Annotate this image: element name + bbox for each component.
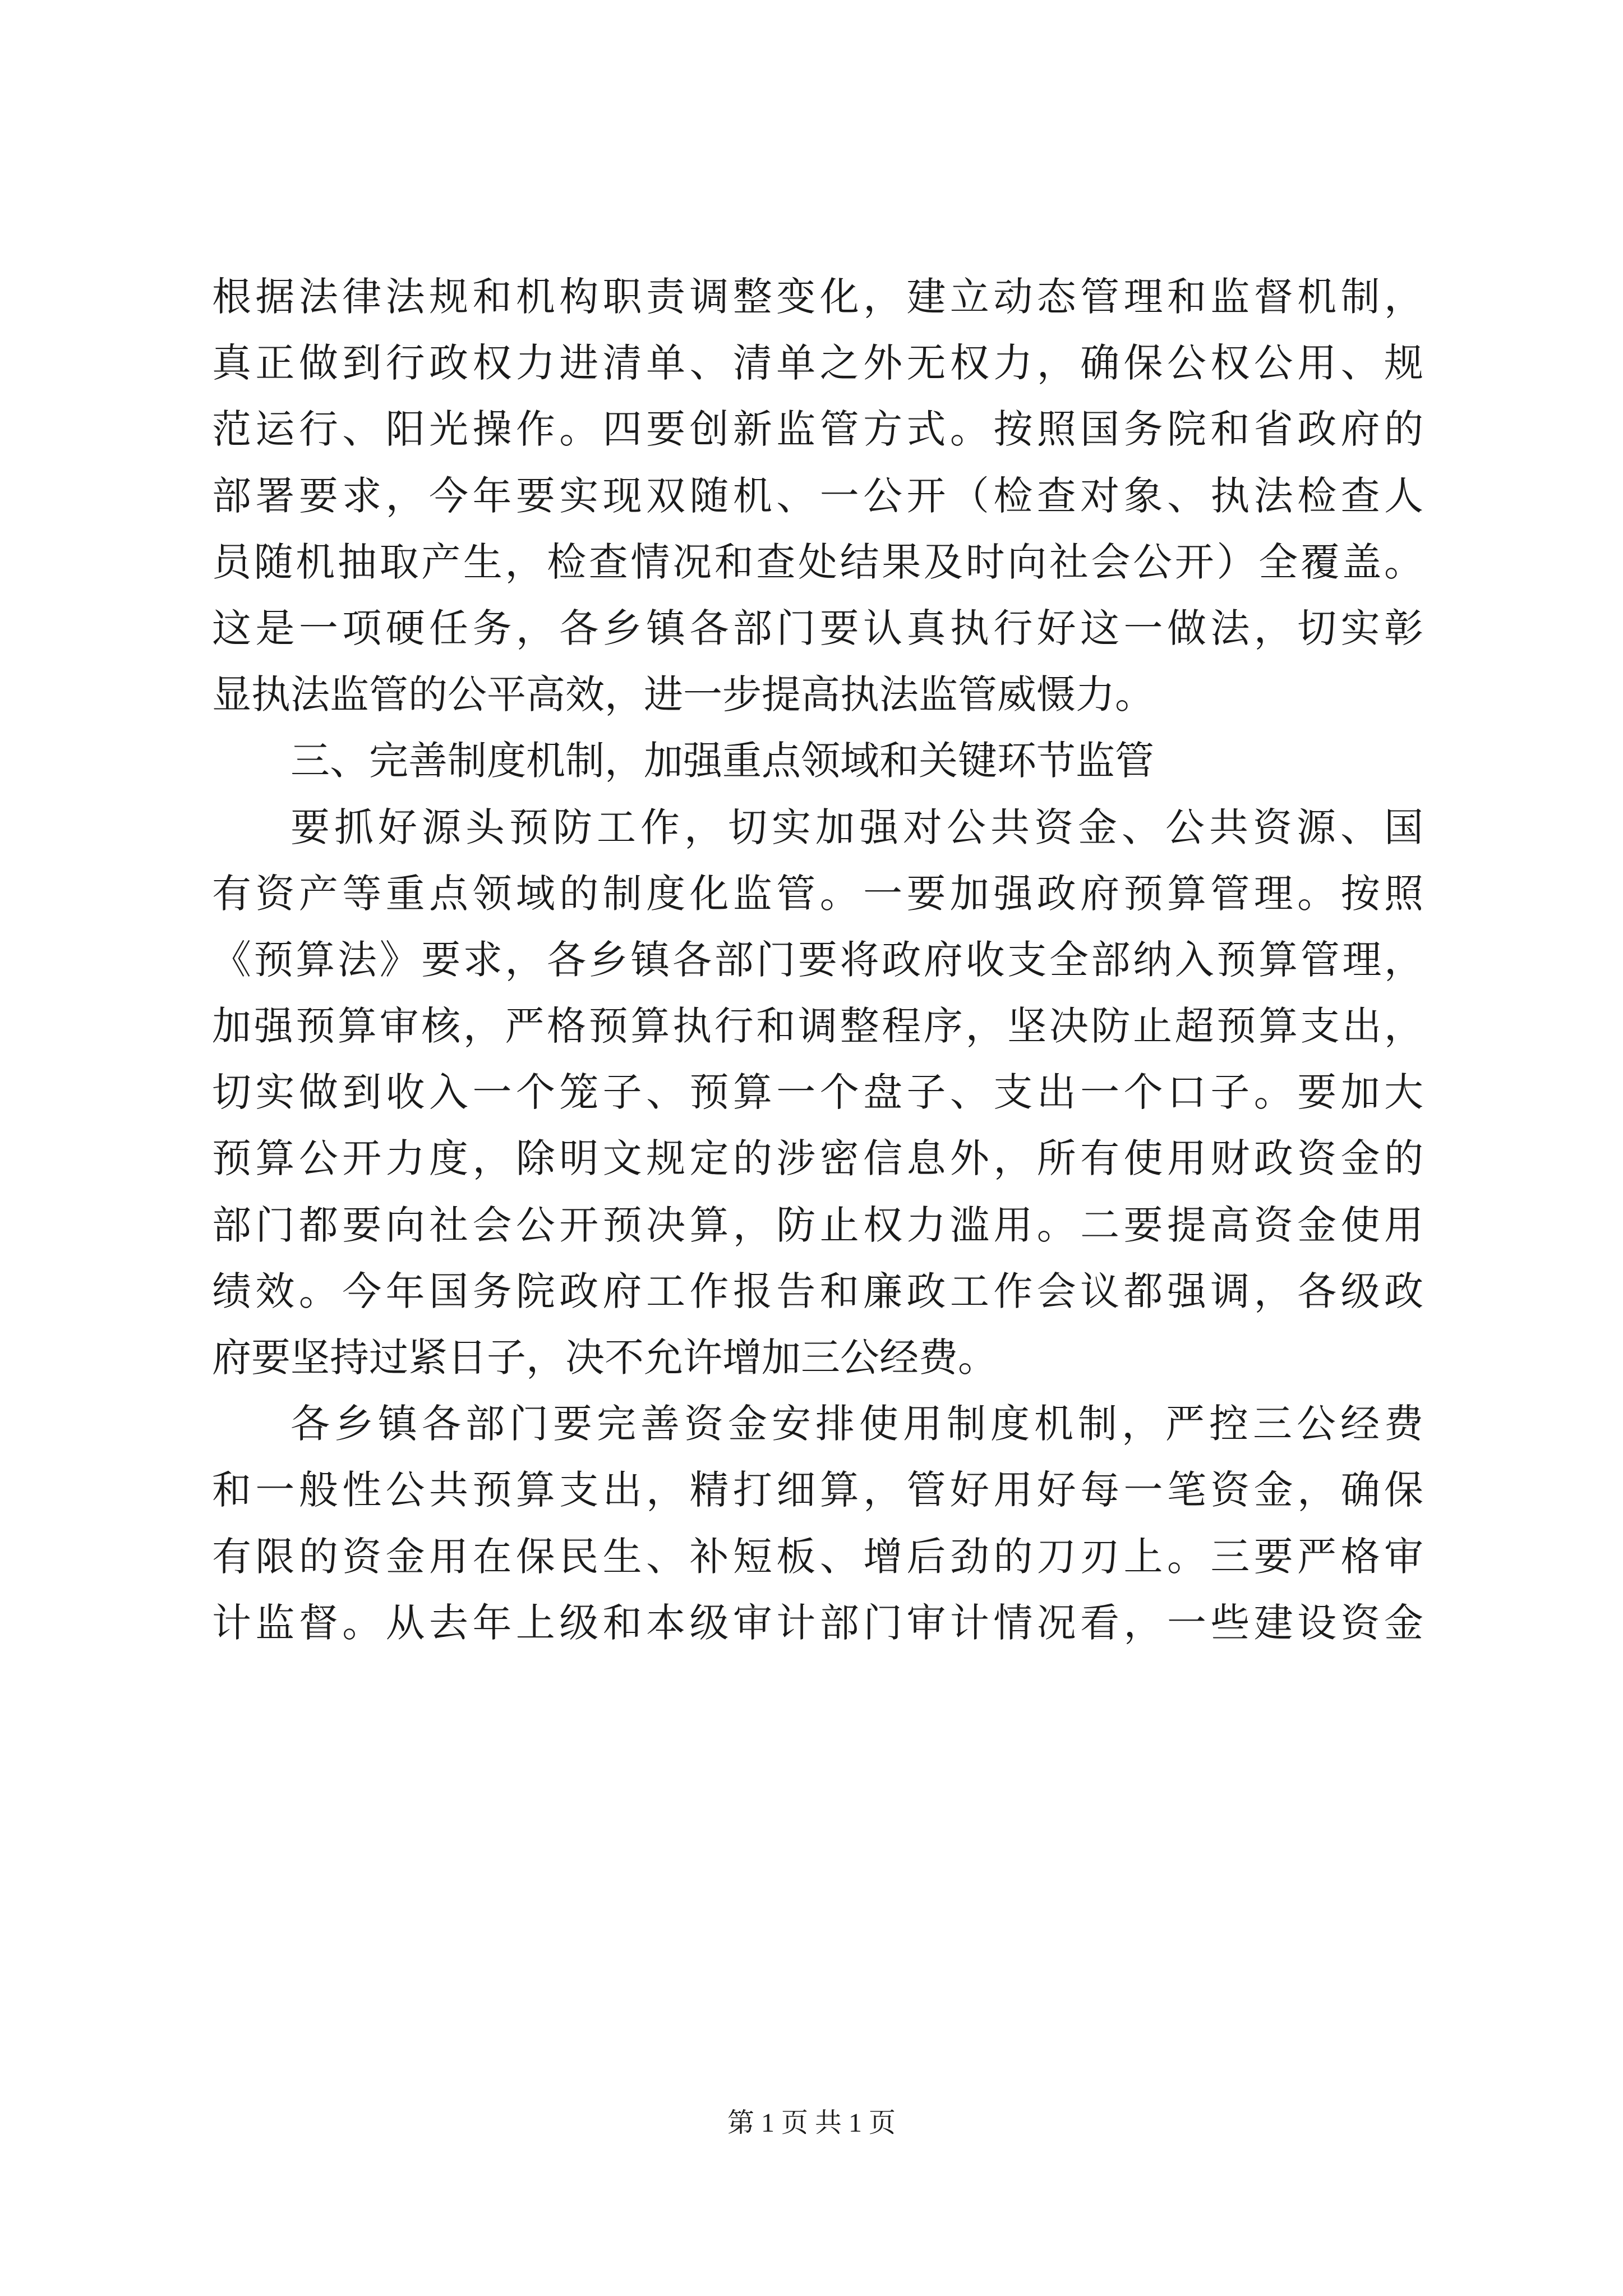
text-line: 各乡镇各部门要完善资金安排使用制度机制，严控三公经费: [291, 1401, 1423, 1447]
text-line: 绩效。今年国务院政府工作报告和廉政工作会议都强调，各级政: [212, 1268, 1423, 1314]
text-line: 《预算法》要求，各乡镇各部门要将政府收支全部纳入预算管理，: [212, 936, 1423, 983]
text-line: 有资产等重点领域的制度化监管。一要加强政府预算管理。按照: [212, 870, 1423, 917]
text-line: 范运行、阳光操作。四要创新监管方式。按照国务院和省政府的: [212, 406, 1423, 453]
text-line: 部门都要向社会公开预决算，防止权力滥用。二要提高资金使用: [212, 1202, 1423, 1248]
page-number-footer: 第 1 页 共 1 页: [727, 2108, 896, 2138]
text-line: 加强预算审核，严格预算执行和调整程序，坚决防止超预算支出，: [212, 1003, 1423, 1050]
text-line: 显执法监管的公平高效，进一步提高执法监管威慑力。: [212, 671, 1154, 718]
text-line: 要抓好源头预防工作，切实加强对公共资金、公共资源、国: [291, 804, 1423, 850]
text-line: 计监督。从去年上级和本级审计部门审计情况看，一些建设资金: [212, 1599, 1423, 1646]
text-line: 府要坚持过紧日子，决不允许增加三公经费。: [212, 1335, 997, 1381]
text-line: 部署要求，今年要实现双随机、一公开（检查对象、执法检查人: [212, 472, 1423, 519]
text-line: 真正做到行政权力进清单、清单之外无权力，确保公权公用、规: [212, 340, 1423, 386]
text-line: 有限的资金用在保民生、补短板、增后劲的刀刃上。三要严格审: [212, 1533, 1423, 1580]
text-line: 员随机抽取产生，检查情况和查处结果及时向社会公开）全覆盖。: [212, 539, 1423, 585]
text-line: 和一般性公共预算支出，精打细算，管好用好每一笔资金，确保: [212, 1467, 1423, 1513]
document-body: [212, 264, 1423, 1656]
text-line: 根据法律法规和机构职责调整变化，建立动态管理和监督机制，: [212, 274, 1423, 320]
section-heading: 三、完善制度机制，加强重点领域和关键环节监管: [291, 738, 1154, 784]
text-line: 切实做到收入一个笼子、预算一个盘子、支出一个口子。要加大: [212, 1069, 1423, 1116]
text-line: 预算公开力度，除明文规定的涉密信息外，所有使用财政资金的: [212, 1135, 1423, 1182]
text-line: 这是一项硬任务，各乡镇各部门要认真执行好这一做法，切实彰: [212, 605, 1423, 651]
